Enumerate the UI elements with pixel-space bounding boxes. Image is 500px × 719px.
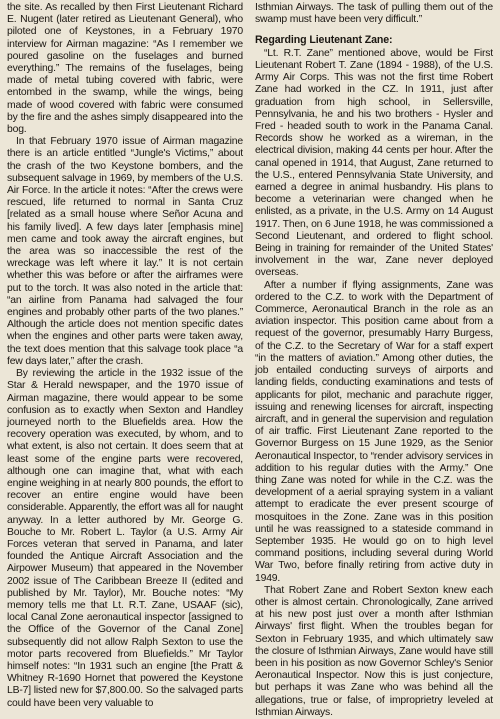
body-paragraph: In that February 1970 issue of Airman magazine there is an article entitled “Jungle's Victims,” about the crash of the two Keystone bombers, and the subsequent salvage in 1969, by members of the U.S. Air Force. In the article it notes: “After the crews were rescued, life returned to normal in Santa Cruz [related as a small house where Señor Acuna and his family lived]. A few days later [emphasis mine] men came and took away the aircraft engines, but the area was so inaccessible the rest of the wreckage was left where it lay.” It is not certain whether this was before or after the airframes were put to the torch. It was also noted in the article that: “an airline from Panama had salvaged the four engines and probably other parts of the two planes.” Although the article does not mention specific dates when the engines and other parts were taken away, the text does mention that this salvage took place “a few days later,” after the crash.	[7, 136, 243, 367]
body-paragraph: By reviewing the article in the 1932 issue of the Star & Herald newspaper, and the 1970 issue of Airman magazine, there would appear to be some confusion as to exactly when Sexton and Handley journeyed north to the Bluefields area. How the recovery operation was executed, by whom, and to what extent, is also not certain. It does seem that at least some of the engine parts were recovered, although one can imagine that, what with each engine weighing in at nearly 800 pounds, the effort to recover an entire engine would have been considerable. Apparently, the effort was all for naught anyway. In a letter authored by Mr. George G. Bouche to Mr. Robert L. Taylor (a U.S. Army Air Forces veteran that served in Panama, and later founded the Antique Aircraft Association and the Airpower Museum) that appeared in the November 2002 issue of The Caribbean Breeze II (edited and published by Mr. Taylor), Mr. Bouche notes: “My memory tells me that Lt. R.T. Zane, USAAF (sic), local Canal Zone aeronautical inspector [assigned to the Office of the Governor of the Canal Zone] subsequently did not allow Ralph Sexton to use the motor parts recovered from Bluefields.” Mr Taylor himself notes: “In 1931 such an engine [the Pratt & Whitney R-1690 Hornet that powered the Keystone LB-7] listed new for $7,800.00. So the salvaged parts could have been very valuable to	[7, 368, 243, 709]
body-paragraph: That Robert Zane and Robert Sexton knew each other is almost certain. Chronologically, Zane arrived at his new post just over a month after Isthmian Airways' first flight. When the troubles began for Sexton in February 1935, and which ultimately saw the closure of Isthmian Airways, Zane would have still been in his position as now Governor Schley's Senior Aeronautical Inspector. Now this is just conjecture, but perhaps it was Zane who was behind all the allegations, true or false, of improprietry leveled at Isthmian Airways.	[255, 584, 493, 718]
body-paragraph: the site. As recalled by then First Lieutenant Richard E. Nugent (later retired as Lieutenant General), who piloted one of Keystones, in a February 1970 interview for Airman magazine: “As I remember we poured gasoline on the fuselages and burned everything.” The remains of the fuselages, being made of metal tubing covered with fabric, were entombed in the swamp, while the wings, being made of wood covered with fabric were consumed by the fire and the ashes simply disappeared into the bog.	[7, 2, 243, 136]
body-paragraph: After a number if flying assignments, Zane was ordered to the C.Z. to work with the Department of Commerce, Aeronautical Branch in the role as an aviation inspector. This position came about from a request of the governor, presumably Harry Burgess, of the C.Z. to the Secretary of War for a staff expert “in the matters of aviation.” Among other duties, the job entailed conducting surveys of airports and landing fields, conducting examinations and tests of applicants for pilot, mechanic and parachute rigger, issuing and renewing licenses for aircraft, inspecting aircraft, and in general the supervision and regulation of air traffic. First Lieutenant Zane reported to the Governor Burgess on 15 June 1929, as the Senior Aeronautical Inspector, to “render advisory services in addition to his regular duties with the Army.” One thing Zane was noted for while in the C.Z. was the development of a aerial spraying system in a valiant attempt to eradicate the ever present scourge of mosquitoes in the Zone. Zane was in this position until he was reassigned to a stateside command in September 1935. He would go on to high level command positions, including several during World War Two, before finally retiring from active duty in 1949.	[255, 279, 493, 584]
body-paragraph: Isthmian Airways. The task of pulling them out of the swamp must have been very difficult.”	[255, 2, 493, 26]
section-heading: Regarding Lieutenant Zane:	[255, 34, 393, 47]
spacer	[255, 26, 493, 32]
right-column	[255, 2, 493, 719]
left-column	[7, 2, 243, 710]
body-paragraph: “Lt. R.T. Zane” mentioned above, would be First Lieutenant Robert T. Zane (1894 - 1988), of the U.S. Army Air Corps. This was not the first time Robert Zane had worked in the CZ. In 1911, just after graduation from high school, in Sellersville, Pennsylvania, he and his two brothers - Hysler and Fred - headed south to work in the Panama Canal. Records show he worked as a wireman, in the electrical division, making 44 cents per hour. After the canal opened in 1914, that August, Zane returned to the U.S., entered Pennsylvania State University, and earned a degree in animal husbandry. His plans to become a veterinarian were changed when he enlisted, as a private, in the U.S. Army on 14 August 1917. Then, on 6 June 1918, he was commissioned a Second Lieutenant, and ordered to flight school. Being in training for remainder of the United States' involvement in the war, Zane never deployed overseas.	[255, 47, 493, 279]
